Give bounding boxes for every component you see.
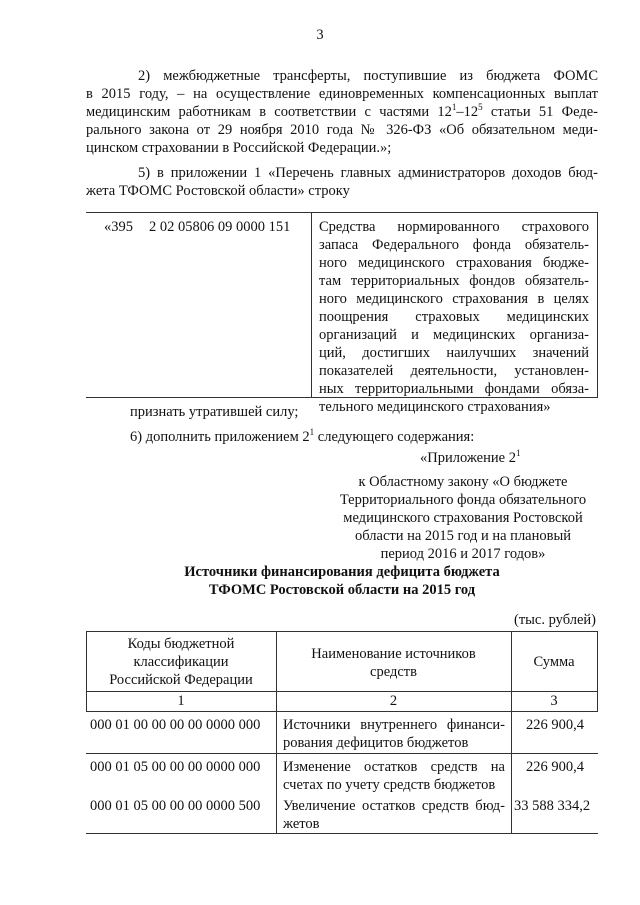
header-codes	[86, 635, 276, 689]
paragraph-text: статьи 51 Феде-	[482, 104, 598, 120]
paragraph-line: 2) межбюджетные трансферты, поступившие из бюджета ФОМС	[138, 68, 598, 84]
row-name	[283, 758, 505, 794]
paragraph-5	[86, 164, 598, 200]
table-rule	[597, 631, 598, 711]
description-line: поощрения страховых медицинских	[319, 309, 589, 325]
column-number: 3	[550, 693, 558, 709]
paragraph-line	[86, 103, 598, 121]
table-divider	[311, 213, 312, 397]
paragraph-2	[86, 67, 598, 157]
row-code: 000 01 05 00 00 00 0000 500	[90, 798, 261, 814]
paragraph-line: рального закона от 29 ноября 2010 года № 326-ФЗ «Об обязательном меди-	[86, 122, 598, 138]
header-sum	[511, 653, 597, 671]
paragraph-text: –12	[456, 104, 479, 120]
description-line: ций, достигших наилучших значений	[319, 345, 589, 361]
paragraph-text: 6) дополнить приложением 2	[130, 429, 310, 445]
table-divider	[597, 213, 598, 397]
header-line: Сумма	[533, 654, 575, 670]
header-line: Коды бюджетной	[127, 636, 235, 652]
page-number: 3	[316, 27, 324, 43]
heading-line: Источники финансирования дефицита бюджета	[184, 564, 500, 580]
revenue-code: 2 02 05806 09 0000 151	[149, 219, 291, 235]
table-rule	[86, 711, 598, 712]
paragraph-6	[130, 428, 474, 446]
row-name-line: рования дефицитов бюджетов	[283, 735, 469, 751]
section-heading	[86, 563, 598, 599]
header-name	[276, 645, 511, 681]
superscript: 5	[478, 102, 483, 113]
revenue-code-cell	[104, 218, 290, 236]
appendix-title-text: «Приложение 2	[420, 450, 516, 466]
header-line: Российской Федерации	[109, 672, 253, 688]
paragraph-text: медицинским работникам в соответствии с частями 12	[86, 104, 452, 120]
appendix-line: Территориального фонда обязательного	[339, 492, 587, 508]
description-line: показателей деятельности, установлен-	[319, 363, 589, 379]
column-number: 1	[177, 693, 185, 709]
invalid-text: признать утратившей силу;	[130, 404, 299, 420]
description-line: организаций и медицинских организа-	[319, 327, 589, 343]
row-name-line: счетах по учету средств бюджетов	[283, 777, 496, 793]
column-number: 2	[389, 693, 398, 709]
appendix-line: к Областному закону «О бюджете	[358, 474, 568, 490]
description-line: ного медицинского страхования в целях	[319, 291, 589, 307]
row-name	[283, 716, 505, 752]
row-name-line: Изменение остатков средств на	[283, 759, 505, 775]
admin-code: «395	[104, 219, 133, 235]
header-line: Наименование источников	[311, 646, 476, 662]
row-name-line: Источники внутреннего финанси-	[283, 717, 505, 733]
appendix-line: области на 2015 год и на плановый	[355, 528, 571, 544]
table-rule	[86, 753, 598, 754]
row-sum: 226 900,4	[526, 759, 584, 775]
paragraph-line: цинском страховании в Российской Федерации.»;	[86, 140, 392, 156]
row-sum: 226 900,4	[526, 717, 584, 733]
paragraph-line: жета ТФОМС Ростовской области» строку	[86, 183, 350, 199]
appendix-caption	[318, 473, 608, 563]
row-code: 000 01 05 00 00 00 0000 000	[90, 759, 261, 775]
units-label: (тыс. рублей)	[514, 612, 596, 628]
superscript: 1	[451, 102, 457, 113]
header-line: классификации	[133, 654, 229, 670]
description-line: Средства нормированного страхового	[319, 219, 589, 235]
row-name-line: жетов	[283, 816, 320, 832]
row-name	[283, 797, 505, 833]
row-name-line: Увеличение остатков средств бюд-	[283, 798, 505, 814]
appendix-line: медицинского страхования Ростовской	[343, 510, 583, 526]
superscript: 1	[309, 427, 315, 438]
description-line: ных территориальными фондами обяза-	[319, 381, 589, 397]
revenue-description	[319, 218, 589, 416]
header-line: средств	[370, 664, 417, 680]
superscript: 1	[515, 448, 521, 459]
description-line: тельного медицинского страхования»	[319, 399, 551, 415]
appendix-title	[420, 449, 520, 467]
paragraph-line: в 2015 году, – на осуществление единовременных компенсационных выплат	[86, 86, 598, 102]
description-line: ного медицинского страхования бюдже-	[319, 255, 589, 271]
row-sum: 33 588 334,2	[514, 798, 591, 814]
appendix-line: период 2016 и 2017 годов»	[380, 546, 546, 562]
table-rule	[86, 833, 598, 834]
description-line: запаса Федерального фонда обязатель-	[319, 237, 589, 253]
paragraph-text: следующего содержания:	[314, 429, 475, 445]
heading-line: ТФОМС Ростовской области на 2015 год	[208, 582, 476, 598]
row-code: 000 01 00 00 00 00 0000 000	[90, 717, 261, 733]
paragraph-line: 5) в приложении 1 «Перечень главных администраторов доходов бюд-	[138, 165, 598, 181]
table-rule	[86, 631, 598, 632]
description-line: там территориальных фондов обязатель-	[319, 273, 589, 289]
